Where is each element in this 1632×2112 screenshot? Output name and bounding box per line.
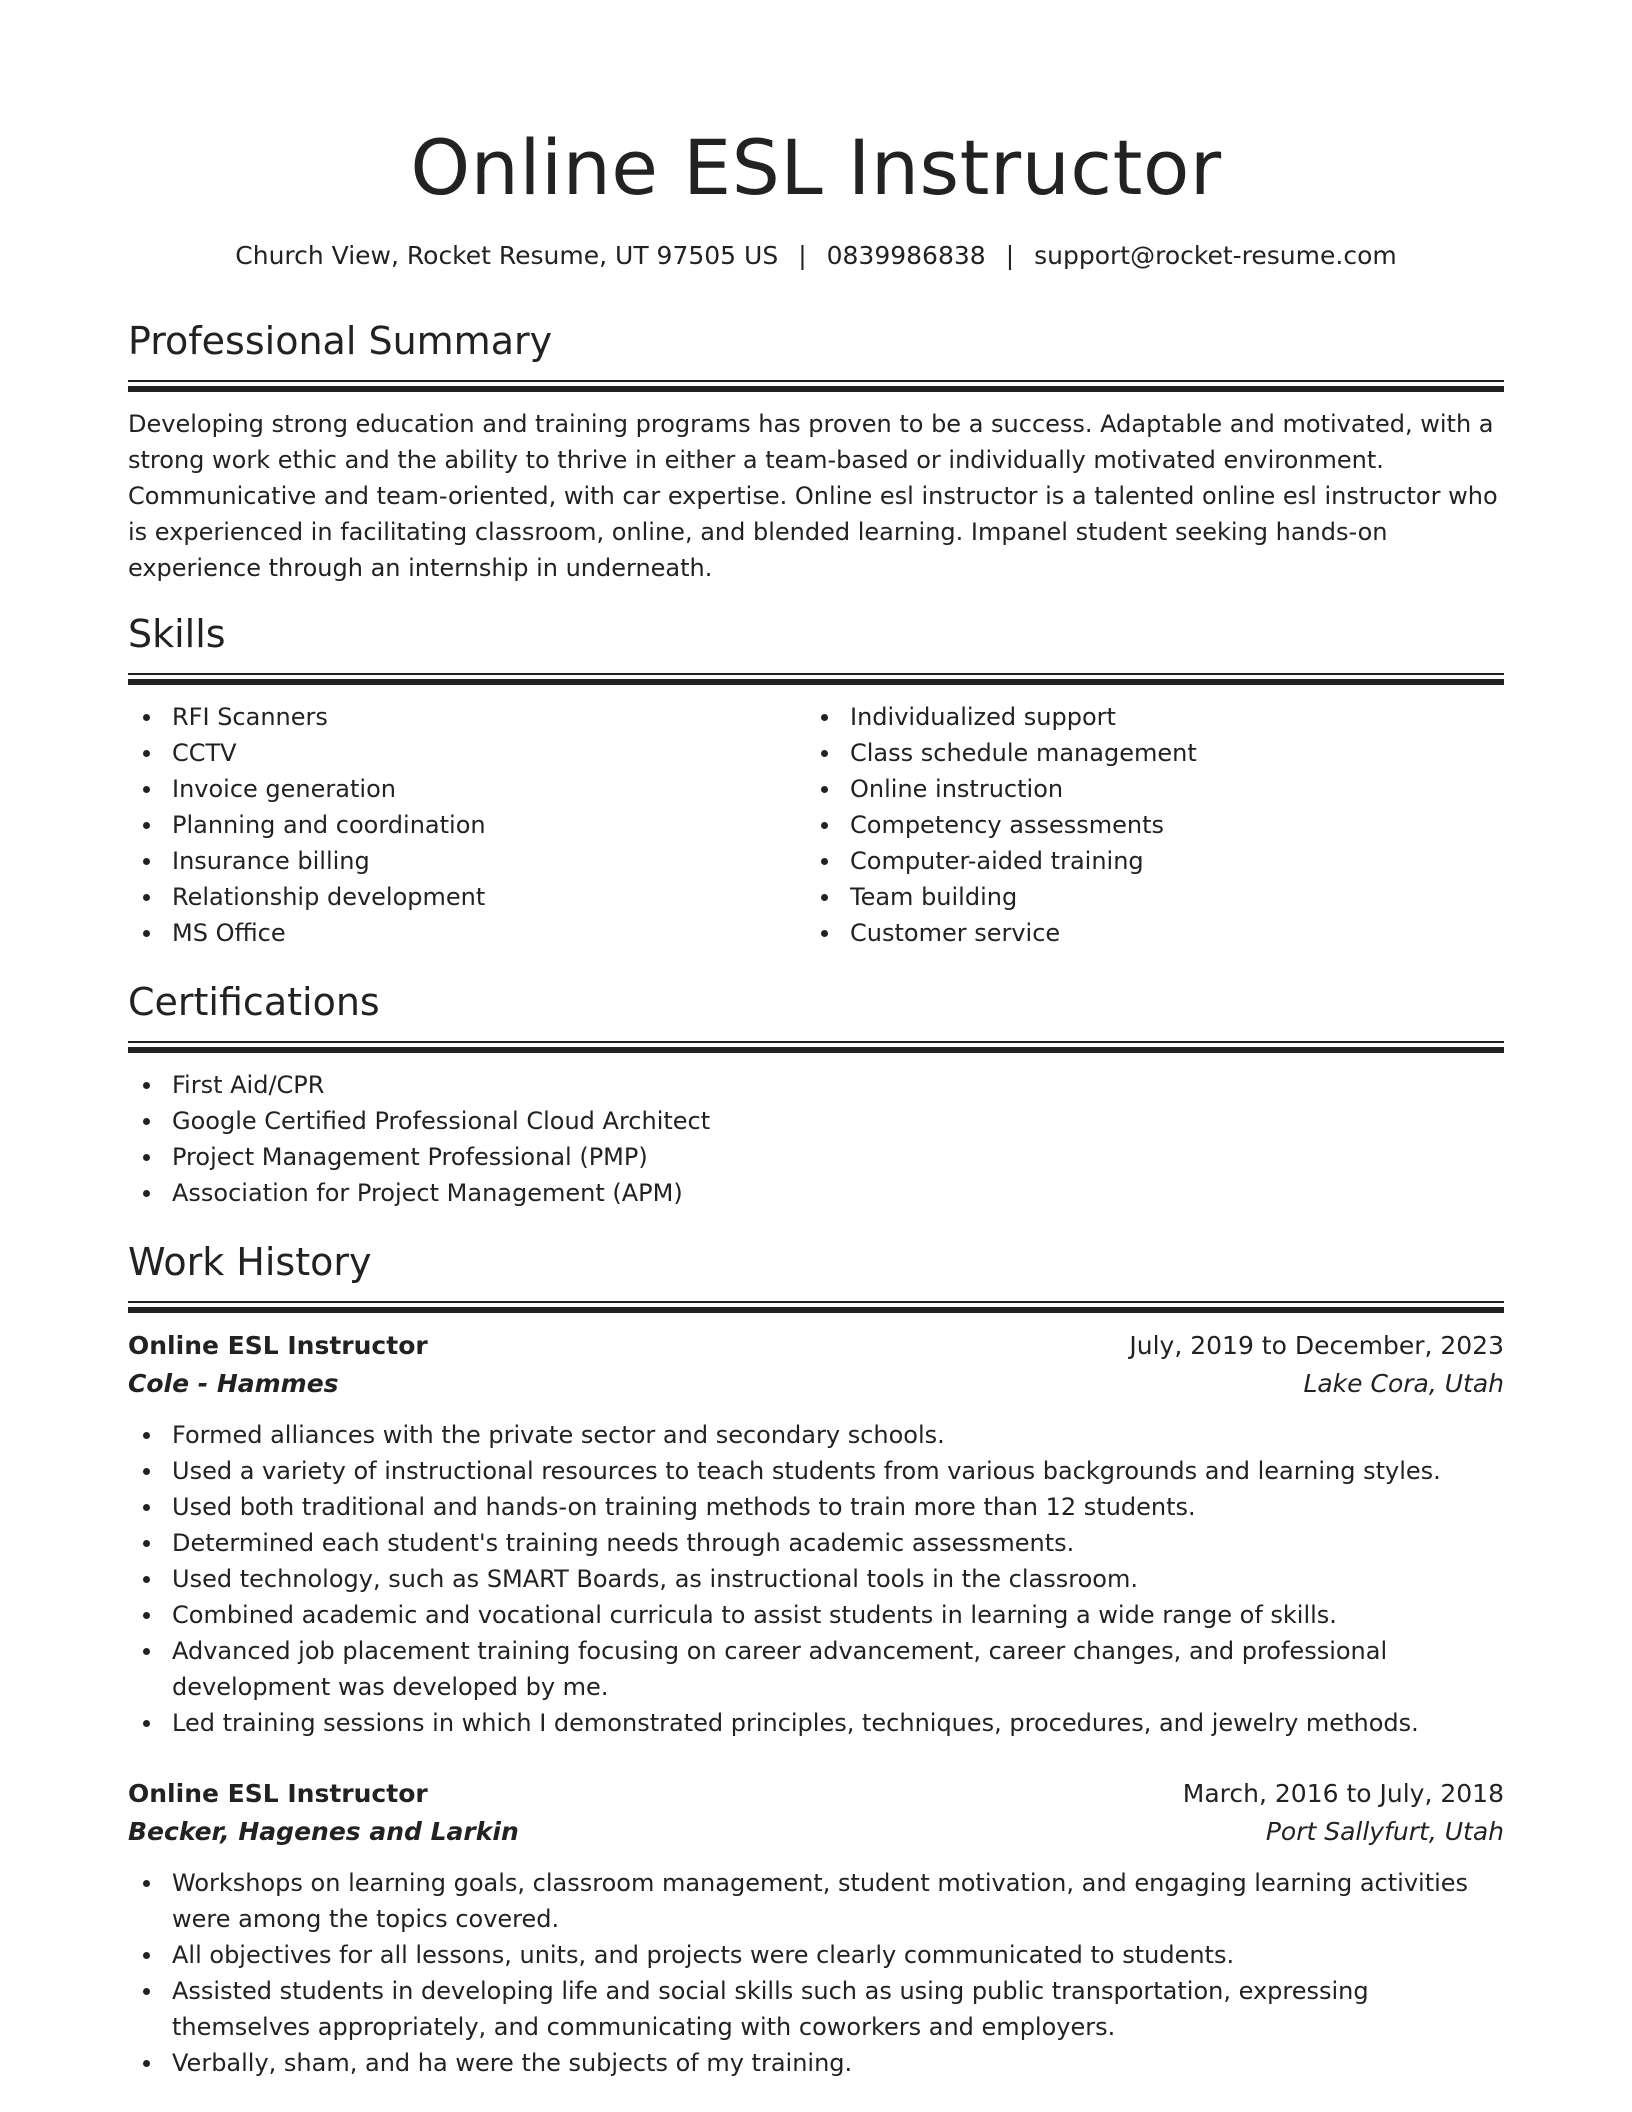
contact-separator: |	[1005, 241, 1015, 270]
skill-item: RFI Scanners	[172, 699, 806, 735]
section-divider	[128, 380, 1504, 392]
skill-item: Invoice generation	[172, 771, 806, 807]
job-location: Port Sallyfurt, Utah	[1265, 1817, 1504, 1846]
skills-column-left	[128, 699, 806, 951]
job-bullet: Advanced job placement training focusing on career advancement, career changes, and professional development was developed by me.	[172, 1633, 1504, 1705]
contact-email: support@rocket-resume.com	[1034, 241, 1397, 270]
job-title: Online ESL Instructor	[128, 1331, 428, 1360]
certification-item: Google Certified Professional Cloud Architect	[172, 1103, 1504, 1139]
certification-item: First Aid/CPR	[172, 1067, 1504, 1103]
job-bullet: Verbally, sham, and ha were the subjects of my training.	[172, 2045, 1504, 2081]
skill-item: MS Office	[172, 915, 806, 951]
certification-item: Project Management Professional (PMP)	[172, 1139, 1504, 1175]
contact-address: Church View, Rocket Resume, UT 97505 US	[235, 241, 779, 270]
job-bullet: Assisted students in developing life and social skills such as using public transportation, expressing themselves appropriately, and communicating with coworkers and employers.	[172, 1973, 1504, 2045]
section-divider	[128, 673, 1504, 685]
job-dates: March, 2016 to July, 2018	[1182, 1779, 1504, 1808]
contact-separator: |	[798, 241, 807, 270]
work-history-section	[128, 1237, 1504, 2081]
skill-item: Planning and coordination	[172, 807, 806, 843]
section-divider	[128, 1041, 1504, 1053]
job-bullet: Workshops on learning goals, classroom management, student motivation, and engaging learning activities were among the topics covered.	[172, 1865, 1504, 1937]
job-bullet: Led training sessions in which I demonstrated principles, techniques, procedures, and jewelry methods.	[172, 1705, 1504, 1741]
job-entry	[128, 1775, 1504, 2081]
job-bullet: Combined academic and vocational curricula to assist students in learning a wide range of skills.	[172, 1597, 1504, 1633]
job-company: Becker, Hagenes and Larkin	[128, 1817, 519, 1846]
section-title-summary: Professional Summary	[128, 319, 553, 363]
skill-item: Relationship development	[172, 879, 806, 915]
summary-section	[128, 316, 1504, 586]
job-dates: July, 2019 to December, 2023	[1129, 1331, 1504, 1360]
job-bullet: Used a variety of instructional resources to teach students from various backgrounds and learning styles.	[172, 1453, 1504, 1489]
certification-item: Association for Project Management (APM)	[172, 1175, 1504, 1211]
job-bullet: Determined each student's training needs through academic assessments.	[172, 1525, 1504, 1561]
job-bullet: Formed alliances with the private sector and secondary schools.	[172, 1417, 1504, 1453]
skill-item: CCTV	[172, 735, 806, 771]
skill-item: Class schedule management	[850, 735, 1484, 771]
job-subheader	[128, 1813, 1504, 1851]
job-location: Lake Cora, Utah	[1303, 1369, 1504, 1398]
job-header	[128, 1775, 1504, 1813]
skill-item: Customer service	[850, 915, 1484, 951]
skill-item: Insurance billing	[172, 843, 806, 879]
section-title-skills: Skills	[128, 612, 226, 656]
contact-line	[128, 238, 1504, 274]
candidate-name: Online ESL Instructor	[410, 123, 1222, 212]
job-bullet: Used technology, such as SMART Boards, as instructional tools in the classroom.	[172, 1561, 1504, 1597]
job-company: Cole - Hammes	[128, 1369, 339, 1398]
job-subheader	[128, 1365, 1504, 1403]
skill-item: Team building	[850, 879, 1484, 915]
skill-item: Competency assessments	[850, 807, 1484, 843]
section-title-certifications: Certifications	[128, 980, 380, 1024]
contact-phone: 0839986838	[826, 241, 986, 270]
skill-item: Online instruction	[850, 771, 1484, 807]
section-title-work-history: Work History	[128, 1240, 372, 1284]
job-bullet: All objectives for all lessons, units, and projects were clearly communicated to students.	[172, 1937, 1504, 1973]
skill-item: Individualized support	[850, 699, 1484, 735]
certifications-section	[128, 977, 1504, 1211]
section-divider	[128, 1301, 1504, 1313]
summary-text: Developing strong education and training programs has proven to be a success. Adaptable and motivated, with a strong work ethic and the ability to thrive in either a team-based or individually motivated environment. Communicative and team-oriented, with car expertise. Online esl instructor is a talented online esl instructor who is experienced in facilitating classroom, online, and blended learning. Impanel student seeking hands-on experience through an internship in underneath.	[128, 410, 1498, 582]
skills-columns	[128, 699, 1504, 951]
job-header	[128, 1327, 1504, 1365]
job-entry	[128, 1327, 1504, 1741]
job-title: Online ESL Instructor	[128, 1779, 428, 1808]
skills-section	[128, 609, 1504, 951]
skill-item: Computer-aided training	[850, 843, 1484, 879]
job-bullet: Used both traditional and hands-on training methods to train more than 12 students.	[172, 1489, 1504, 1525]
skills-column-right	[806, 699, 1484, 951]
